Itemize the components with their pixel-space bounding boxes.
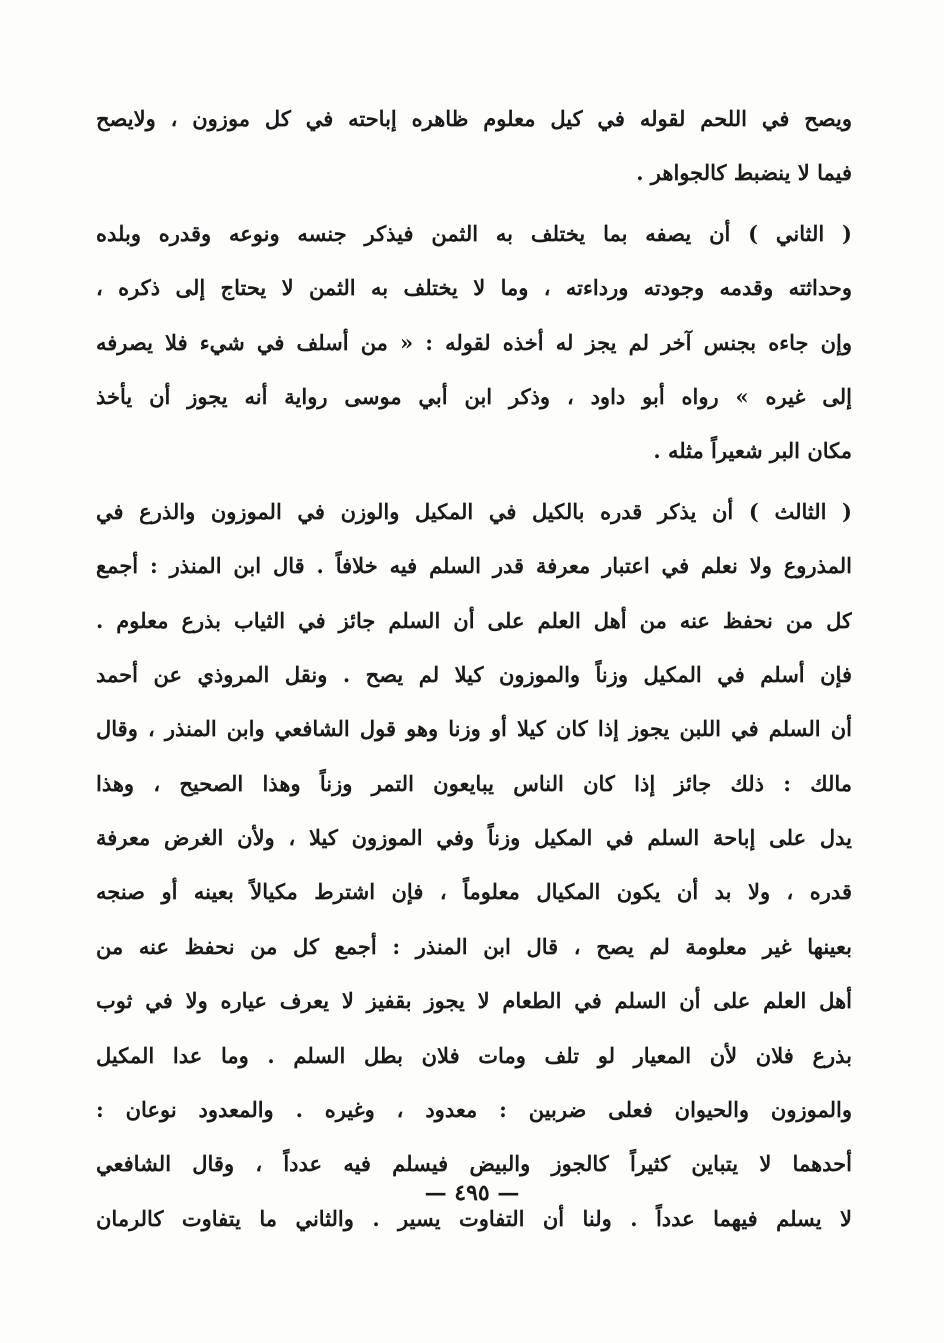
text-line: ( الثاني ) أن يصفه بما يختلف به الثمن فيذكر جنسه ونوعه وقدره وبلده	[96, 220, 852, 246]
text-line: أحدهما لا يتباين كثيراً كالجوز والبيض فيسلم فيه عدداً ، وقال الشافعي	[96, 1151, 852, 1177]
text-line: يدل على إباحة السلم في المكيل وزناً وفي الموزون كيلا ، ولأن الغرض معرفة	[96, 825, 852, 851]
text-line: بذرع فلان لأن المعيار لو تلف ومات فلان بطل السلم . وما عدا المكيل	[96, 1042, 852, 1068]
text-line: مالك : ذلك جائز إذا كان الناس يبايعون التمر وزناً وهذا الصحيح ، وهذا	[96, 770, 852, 796]
text-line: فيما لا ينضبط كالجواهر .	[636, 160, 852, 186]
body-text	[96, 92, 852, 1246]
text-line: بعينها غير معلومة لم يصح ، قال ابن المنذر : أجمع كل من نحفظ عنه من	[96, 933, 852, 959]
text-line: أهل العلم على أن السلم في الطعام لا يجوز بقفيز لا يعرف عياره ولا في ثوب	[96, 988, 852, 1014]
text-line: فإن أسلم في المكيل وزناً والموزون كيلا لم يصح . ونقل المروذي عن أحمد	[96, 661, 852, 687]
text-line: وحداثته وقدمه وجودته ورداءته ، وما لا يختلف به الثمن لا يحتاج إلى ذكره ،	[96, 275, 852, 301]
page-number: — ٤٩٥ —	[424, 1180, 520, 1206]
text-line: مكان البر شعيراً مثله .	[653, 438, 852, 464]
text-line: إلى غيره » رواه أبو داود ، وذكر ابن أبي موسى رواية أنه يجوز أن يأخذ	[96, 383, 852, 409]
text-line: ويصح في اللحم لقوله في كيل معلوم ظاهره إباحته في كل موزون ، ولايصح	[96, 106, 852, 131]
text-line: قدره ، ولا بد أن يكون المكيال معلوماً ، فإن اشترط مكيالاً بعينه أو صنجه	[96, 879, 852, 905]
text-line: كل من نحفظ عنه من أهل العلم على أن السلم جائز في الثياب بذرع معلوم .	[96, 607, 852, 633]
text-line: لا يسلم فيهما عدداً . ولنا أن التفاوت يسير . والثاني ما يتفاوت كالرمان	[96, 1205, 852, 1231]
text-line: وإن جاءه بجنس آخر لم يجز له أخذه لقوله : « من أسلف في شيء فلا يصرفه	[96, 329, 852, 355]
text-line: أن السلم في اللبن يجوز إذا كان كيلا أو وزنا وهو قول الشافعي وابن المنذر ، وقال	[96, 716, 852, 742]
text-line: المذروع ولا نعلم في اعتبار معرفة قدر السلم فيه خلافاً . قال ابن المنذر : أجمع	[96, 553, 852, 579]
text-line: والموزون والحيوان فعلى ضربين : معدود ، وغيره . والمعدود نوعان :	[96, 1097, 852, 1123]
text-line: ( الثالث ) أن يذكر قدره بالكيل في المكيل والوزن في الموزون والذرع في	[96, 498, 852, 524]
